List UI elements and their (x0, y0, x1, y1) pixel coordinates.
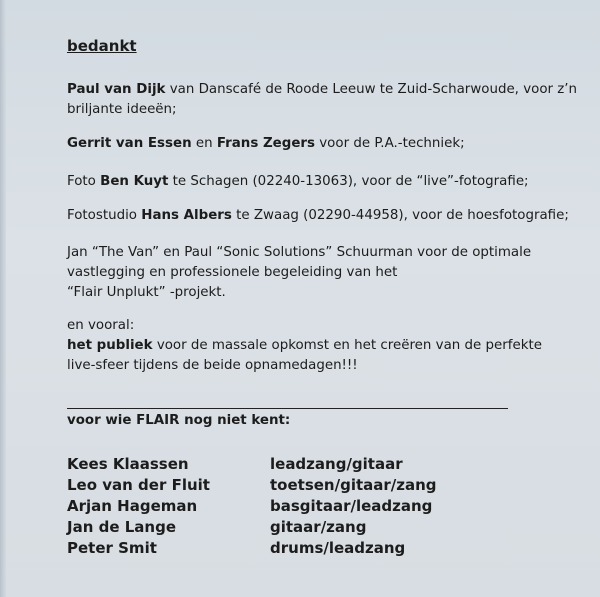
thanks-text: voor de massale opkomst en het creëren van de perfekte (152, 338, 542, 353)
thanks-text: live-sfeer tijdens de beide opnamedagen!!! (67, 358, 358, 373)
member-role: gitaar/zang (270, 518, 367, 536)
name-bold: Ben Kuyt (100, 174, 169, 189)
member-name: Kees Klaassen (67, 455, 189, 473)
thanks-audience (67, 316, 542, 376)
band-member-row (67, 539, 547, 560)
thanks-cover-photo (67, 206, 569, 226)
member-name: Peter Smit (67, 539, 157, 557)
member-role: toetsen/gitaar/zang (270, 476, 437, 494)
band-member-row (67, 476, 547, 497)
band-member-row (67, 518, 547, 539)
thanks-text: “Flair Unplukt” -projekt. (67, 285, 226, 300)
thanks-paul-van-dijk (67, 80, 577, 120)
band-member-row (67, 455, 547, 476)
name-bold: het publiek (67, 338, 153, 353)
subheading-band: voor wie FLAIR nog niet kent: (67, 413, 291, 428)
thanks-text: en vooral: (67, 318, 135, 333)
thanks-text: te Zwaag (02290-44958), voor de hoesfotografie; (231, 208, 569, 223)
name-bold: Frans Zegers (216, 136, 315, 151)
name-bold: Gerrit van Essen (67, 136, 192, 151)
page-fold-edge (0, 0, 6, 597)
thanks-text: briljante ideeën; (67, 102, 177, 117)
thanks-pa-technique (67, 134, 465, 154)
name-bold: Hans Albers (141, 208, 232, 223)
heading-bedankt: bedankt (67, 37, 137, 55)
thanks-text: van Danscafé de Roode Leeuw te Zuid-Scharwoude, voor z’n (165, 82, 578, 97)
thanks-text: Foto (67, 174, 101, 189)
member-role: basgitaar/leadzang (270, 497, 433, 515)
member-name: Jan de Lange (67, 518, 177, 536)
thanks-recording (67, 243, 531, 303)
section-divider (67, 408, 508, 409)
thanks-text: Fotostudio (67, 208, 142, 223)
thanks-text: Jan “The Van” en Paul “Sonic Solutions” Schuurman voor de optimale (67, 245, 532, 260)
thanks-text: vastlegging en professionele begeleiding van het (67, 265, 398, 280)
member-name: Arjan Hageman (67, 497, 198, 515)
thanks-text: en (191, 136, 217, 151)
member-name: Leo van der Fluit (67, 476, 210, 494)
member-role: drums/leadzang (270, 539, 406, 557)
thanks-live-photo (67, 172, 529, 192)
member-role: leadzang/gitaar (270, 455, 403, 473)
thanks-text: te Schagen (02240-13063), voor de “live”-fotografie; (168, 174, 529, 189)
name-bold: Paul van Dijk (67, 82, 166, 97)
thanks-text: voor de P.A.-techniek; (315, 136, 465, 151)
band-member-row (67, 497, 547, 518)
